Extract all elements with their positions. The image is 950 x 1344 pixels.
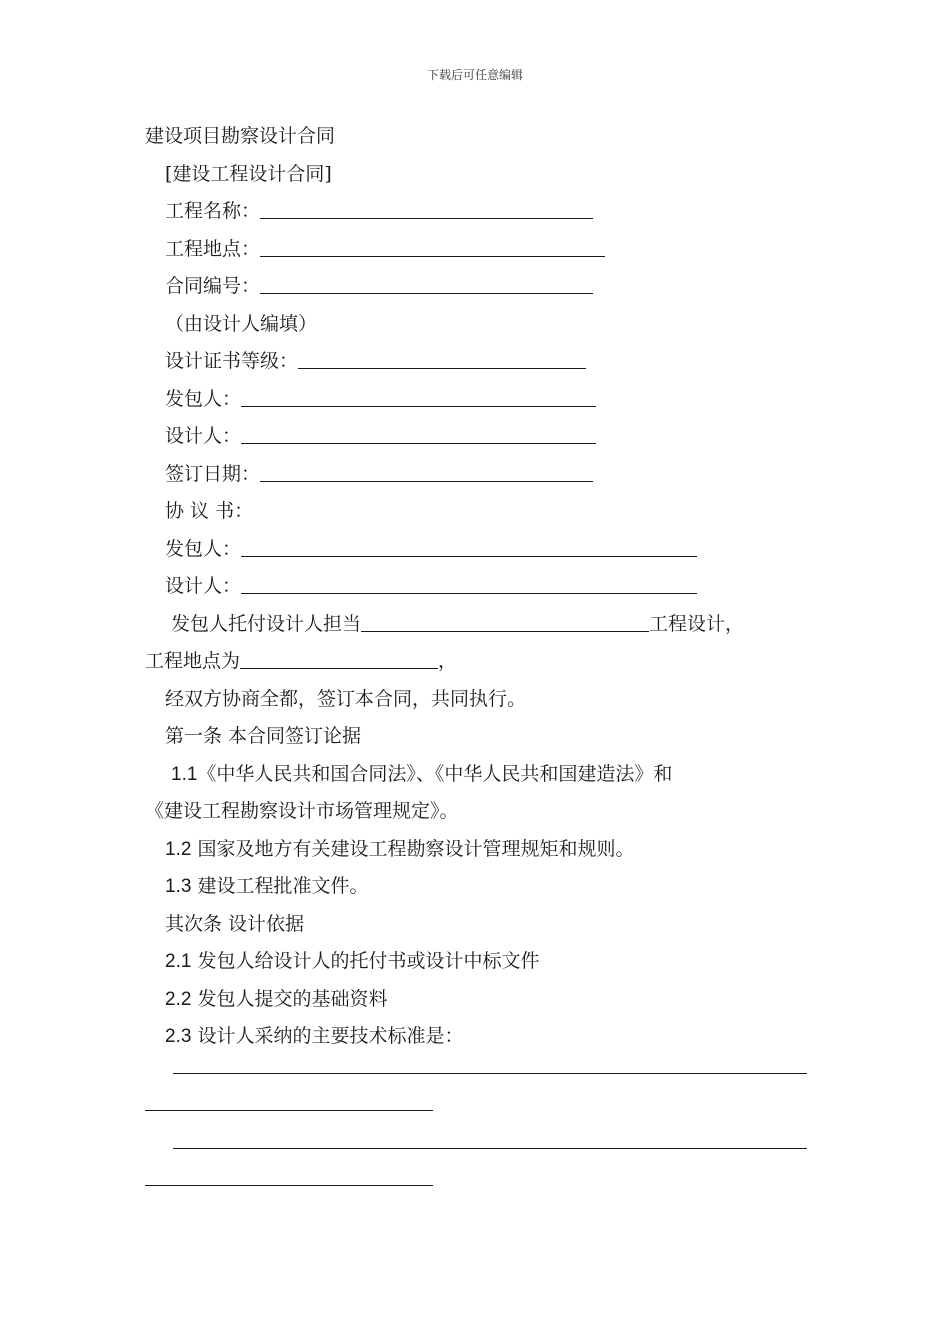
text-span: 发包人托付设计人担当	[171, 612, 362, 635]
agreement-entrust	[145, 606, 810, 644]
article-1-heading: 第一条 本合同签订论据	[165, 725, 362, 747]
field-contract-no	[145, 268, 810, 306]
clause-number: 2.1	[165, 951, 192, 972]
clause-number: 2.2	[165, 988, 192, 1010]
article-2-3	[145, 1018, 810, 1056]
article-2-1	[145, 943, 810, 981]
fill-blank[interactable]	[361, 609, 649, 632]
field-designer	[145, 418, 810, 456]
doc-subtitle: [建设工程设计合同]	[165, 162, 332, 185]
agreement-consensus: 经双方协商全都，签订本合同，共同执行。	[165, 687, 527, 710]
article-1-2	[145, 831, 810, 869]
article-1-3	[145, 868, 810, 906]
fill-blank[interactable]	[241, 534, 697, 557]
standards-blank-2-cont[interactable]	[145, 1168, 810, 1206]
fill-blank[interactable]	[260, 196, 593, 219]
fill-rule	[173, 1073, 807, 1074]
standards-blank-2[interactable]	[145, 1131, 810, 1169]
fill-blank[interactable]	[260, 234, 605, 257]
text-span: 工程地点为	[145, 650, 241, 672]
fill-blank[interactable]	[260, 271, 593, 294]
fill-blank[interactable]	[241, 421, 596, 444]
clause-number: 1.1	[171, 763, 198, 785]
standards-blank-1-cont[interactable]	[145, 1093, 810, 1131]
clause-number: 1.3	[165, 876, 192, 897]
clause-text: 发包人给设计人的托付书或设计中标文件	[197, 950, 540, 972]
field-label: 发包人：	[165, 387, 242, 410]
clause-text: 《中华人民共和国合同法》、《中华人民共和国建造法》和	[197, 762, 673, 785]
agreement-heading: 协 议 书：	[165, 500, 254, 522]
text-span: ，	[438, 650, 458, 672]
agreement-employer	[145, 531, 810, 569]
contract-body	[145, 118, 810, 1206]
standards-blank-1[interactable]	[145, 1056, 810, 1094]
field-label: 合同编号：	[165, 275, 261, 297]
field-sign-date	[145, 456, 810, 494]
field-cert-level	[145, 343, 810, 381]
clause-text: 发包人提交的基础资料	[197, 987, 388, 1010]
fill-blank[interactable]	[241, 571, 697, 594]
field-label: 设计人：	[165, 575, 242, 597]
agreement-designer	[145, 568, 810, 606]
fill-rule	[173, 1148, 807, 1149]
fill-rule	[145, 1110, 433, 1111]
field-project-location	[145, 231, 810, 269]
clause-text: 建设工程批准文件。	[197, 875, 369, 897]
fill-blank[interactable]	[241, 384, 596, 407]
agreement-location	[145, 643, 810, 681]
field-label: 工程名称：	[165, 200, 261, 222]
page-header: 下载后可任意编辑	[426, 68, 523, 82]
field-employer	[145, 381, 810, 419]
fill-blank[interactable]	[240, 646, 438, 669]
article-2-2	[145, 981, 810, 1019]
clause-number: 2.3	[165, 1026, 192, 1047]
filled-by-note: （由设计人编填）	[165, 312, 318, 335]
field-label: 工程地点：	[165, 237, 261, 260]
clause-text: 国家及地方有关建设工程勘察设计管理规矩和规则。	[197, 837, 635, 860]
fill-rule	[145, 1185, 433, 1186]
clause-text: 设计人采纳的主要技术标准是：	[197, 1025, 464, 1047]
text-span: 工程设计，	[649, 612, 745, 635]
clause-number: 1.2	[165, 838, 192, 860]
field-label: 签订日期：	[165, 462, 261, 485]
field-label: 发包人：	[165, 537, 242, 560]
field-project-name	[145, 193, 810, 231]
article-1-1-cont: 《建设工程勘察设计市场管理规定》。	[145, 800, 459, 822]
fill-blank[interactable]	[260, 459, 593, 482]
fill-blank[interactable]	[298, 346, 586, 369]
article-2-heading: 其次条 设计依据	[165, 912, 305, 935]
doc-title: 建设项目勘察设计合同	[145, 125, 336, 147]
article-1-1	[145, 756, 810, 794]
field-label: 设计人：	[165, 425, 242, 447]
field-label: 设计证书等级：	[165, 350, 299, 372]
